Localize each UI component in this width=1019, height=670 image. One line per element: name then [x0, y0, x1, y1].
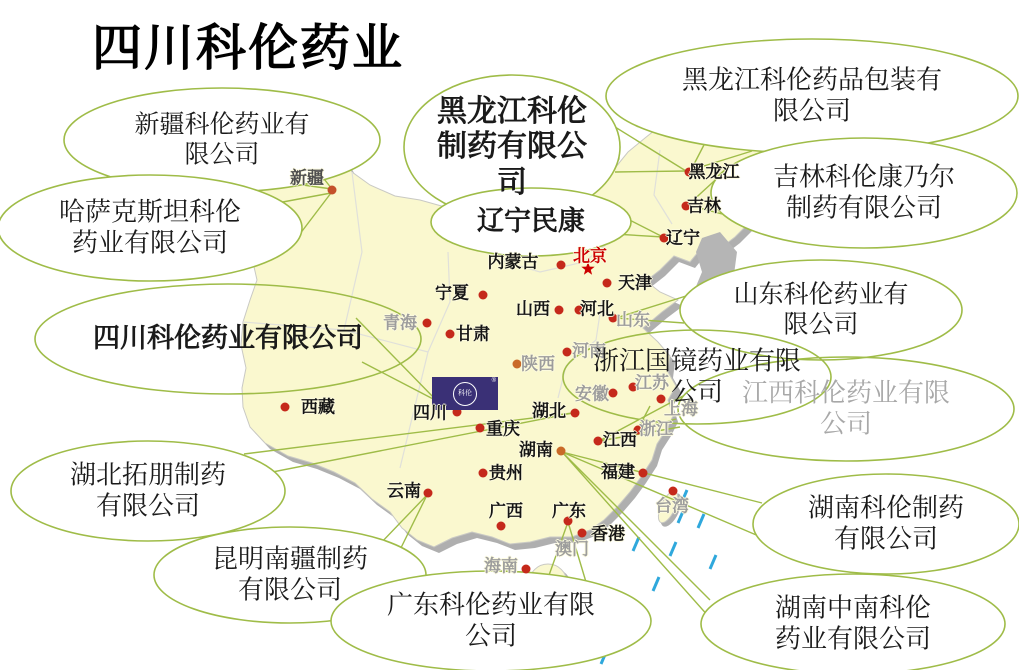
callout-label-kunming-nanjiang: 昆明南疆制药有限公司: [211, 544, 368, 604]
province-label: 云南: [387, 481, 421, 501]
province-label: 台湾: [655, 496, 689, 516]
province-label: 宁夏: [435, 283, 469, 303]
city-dot: [578, 529, 587, 538]
province-label: 北京: [573, 246, 607, 266]
province-label: 山东: [616, 310, 650, 330]
province-label: 内蒙古: [487, 252, 539, 272]
province-label: 黑龙江: [688, 162, 740, 182]
city-dot: [328, 186, 337, 195]
city-dot: [423, 319, 432, 328]
callout-label-sichuan-kelun: 四川科伦药业有限公司: [93, 323, 363, 354]
province-label: 湖南: [519, 440, 553, 460]
callout-label-hubei-tuopeng: 湖北拓朋制药有限公司: [69, 460, 226, 520]
page-title: 四川科伦药业: [92, 20, 404, 76]
province-label: 海南: [484, 556, 518, 576]
province-label: 四川: [413, 403, 447, 423]
callout-label-guangdong-kelun: 广东科伦药业有限公司: [386, 590, 595, 650]
sea-dash: [670, 542, 676, 556]
province-label: 山西: [516, 299, 550, 319]
city-dot: [479, 469, 488, 478]
province-label: 湖北: [532, 401, 566, 421]
city-dot: [563, 348, 572, 357]
callout-label-heilongjiang-pharma: 黑龙江科伦制药有限公司: [437, 94, 587, 199]
province-label: 辽宁: [666, 228, 700, 248]
province-label: 陕西: [521, 354, 555, 374]
province-label: 广东: [552, 501, 586, 521]
city-dot: [522, 565, 531, 574]
city-dot: [476, 424, 485, 433]
sea-dash: [710, 555, 716, 569]
callout-label-zhejiang-guojing: 浙江国镜药业有限公司: [592, 346, 801, 406]
kelun-emblem-icon: 科伦: [453, 382, 477, 406]
callout-label-shandong-kelun: 山东科伦药业有限公司: [733, 281, 909, 338]
province-label: 澳门: [555, 539, 589, 559]
city-dot: [446, 330, 455, 339]
city-dot: [497, 522, 506, 531]
sea-dash: [633, 537, 639, 551]
province-label: 吉林: [687, 196, 721, 216]
sea-dash: [698, 514, 704, 528]
province-label: 江苏: [635, 373, 669, 393]
province-label: 江西: [603, 430, 637, 450]
registered-mark: ®: [491, 378, 496, 384]
province-label: 广西: [489, 501, 523, 521]
province-label: 香港: [591, 524, 625, 544]
callout-label-hunan-pharma: 湖南科伦制药有限公司: [807, 493, 964, 553]
province-label: 河北: [580, 299, 614, 319]
city-dot: [557, 447, 566, 456]
province-label: 甘肃: [456, 324, 490, 344]
province-label: 青海: [383, 313, 417, 333]
city-dot: [424, 489, 433, 498]
callout-label-jilin-connell: 吉林科伦康乃尔制药有限公司: [772, 162, 955, 222]
city-dot: [557, 261, 566, 270]
city-dot: [555, 306, 564, 315]
callout-label-xinjiang-kelun: 新疆科伦药业有限公司: [134, 111, 310, 168]
province-label: 重庆: [486, 419, 520, 439]
callout-tail-heilongjiang-pharma: [615, 171, 686, 172]
callout-label-hunan-zhongnan: 湖南中南科伦药业有限公司: [774, 593, 931, 653]
city-dot: [603, 279, 612, 288]
city-dot: [479, 291, 488, 300]
city-dot: [281, 403, 290, 412]
city-dot: [669, 487, 678, 496]
callout-label-kazakhstan-kelun: 哈萨克斯坦科伦药业有限公司: [58, 197, 241, 257]
sea-dash: [653, 577, 659, 591]
province-label: 贵州: [489, 463, 523, 483]
callout-label-liaoning-minkang: 辽宁民康: [477, 206, 585, 237]
province-label: 天津: [618, 273, 652, 293]
province-label: 安徽: [575, 384, 609, 404]
province-label: 西藏: [301, 397, 335, 417]
province-label: 上海: [664, 399, 698, 419]
callout-label-heilongjiang-packaging: 黑龙江科伦药品包装有限公司: [681, 65, 942, 125]
province-label: 新疆: [290, 168, 324, 188]
city-dot: [639, 469, 648, 478]
province-label: 福建: [601, 462, 635, 482]
province-label: 河南: [572, 341, 606, 361]
city-dot: [571, 409, 580, 418]
province-label: 浙江: [639, 419, 673, 439]
callout-label-jiangxi-kelun: 江西科伦药业有限公司: [741, 378, 950, 438]
city-dot: [594, 437, 603, 446]
